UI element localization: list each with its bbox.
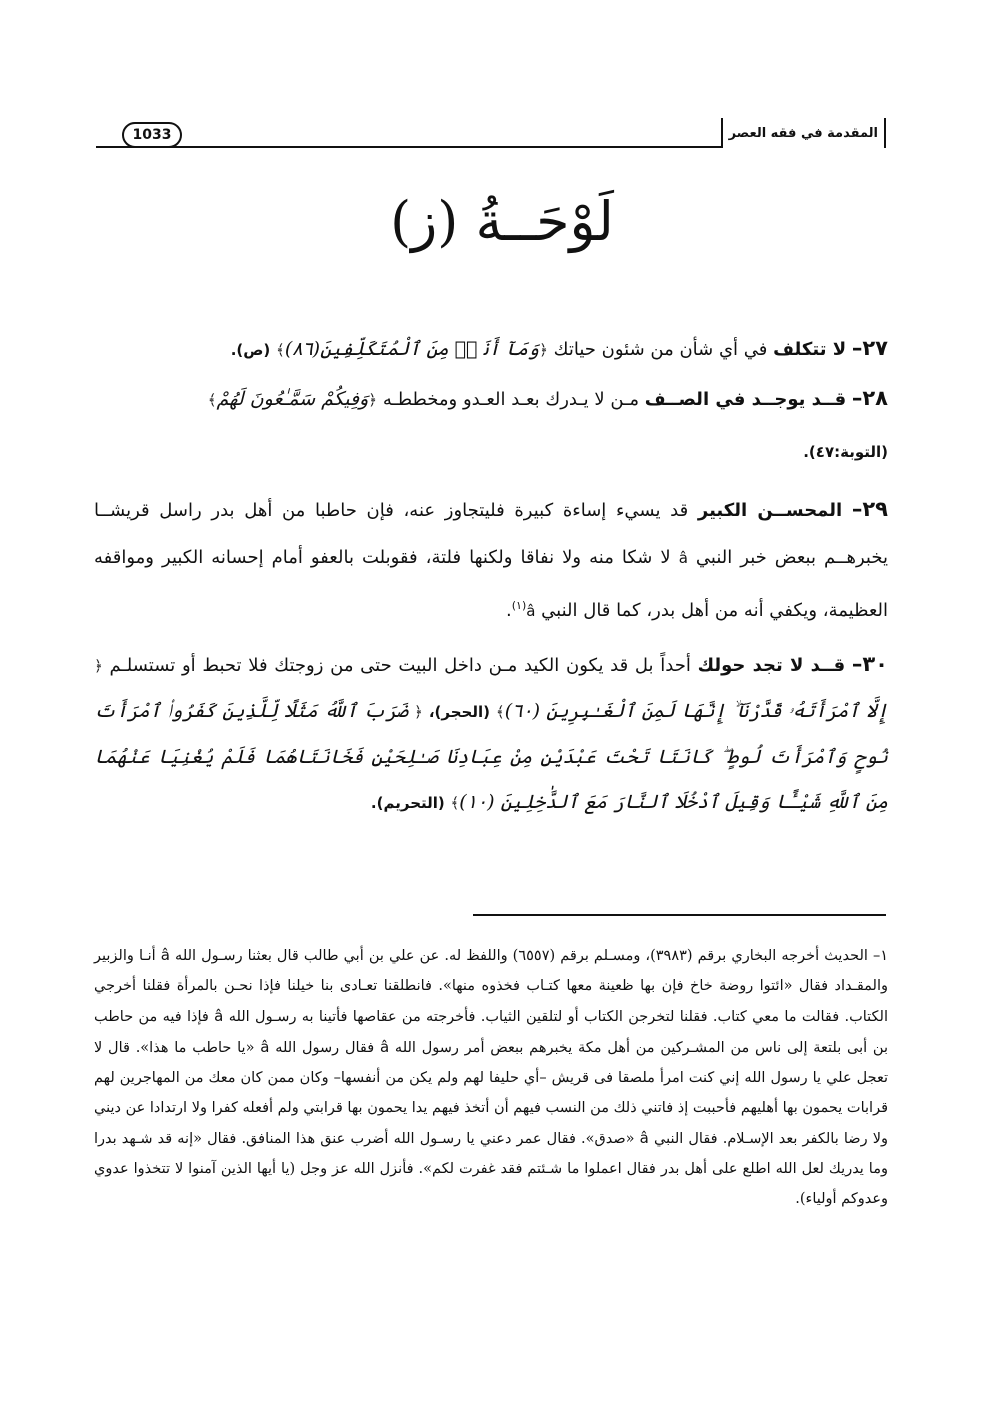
salutation-symbol: â — [260, 1037, 270, 1056]
item-number: ٢٩– — [851, 497, 888, 521]
footnote-text: أنـا والزبير والمقـداد فقال «ائتوا روضة خاخ فإن بها ظعينة معها كتـاب فخذوه منها». فانطلقنا تعـادى بنا خيلنا فإذا نحـن بالمرأة فقلنا أخرجي الكتاب. فقالت ما معي كتاب. فقلنا لتخرجن الكتاب أو لتلقين الثياب. فأخرجته من عقاصها فأتينا به رسـول الله — [94, 947, 888, 1025]
item-lead: قــد يوجــد في الصــف — [644, 389, 847, 410]
item-number: ٣٠– — [851, 652, 888, 676]
item-30 — [94, 642, 888, 826]
verse-number: (٦٠) — [504, 700, 547, 722]
quran-ornament-open: ﴿ — [414, 703, 423, 721]
footnote-text: فإذا فيه من حاطب بن أبى بلتعة إلى ناس من المشـركين من أهل مكة يخبرهم ببعض أمر رسول الله — [94, 1008, 889, 1056]
item-number: ٢٨– — [851, 386, 888, 410]
item-text: مـن لا يـدرك بعـد العـدو ومخططـه — [377, 389, 645, 410]
item-29 — [94, 486, 888, 635]
quran-ornament-open: ﴿ — [368, 391, 378, 409]
footnote-separator — [473, 914, 886, 916]
salutation-symbol: â — [214, 1006, 224, 1025]
salutation-symbol: â — [160, 945, 170, 964]
item-text: أحداً بل قد يكون الكيد مـن داخل البيت حتى من زوجتك فلا تحبط أو تستسلـم — [102, 655, 698, 676]
quran-verse: وَفِيكُمْ سَمَّـٰعُونَ لَهُمْ — [216, 388, 369, 410]
footnote-text: ١– الحديث أخرجه البخاري برقم (٣٩٨٣)، ومسـلم برقم (٦٥٥٧) واللفظ له. عن علي بن أبي طالب قال بعثنا رسـول الله — [169, 947, 889, 964]
running-header — [96, 116, 886, 150]
footnote-text: «صدق». فقال عمر دعني يا رسـول الله أضرب عنق هذا المنافق. فقال «إنه قد شـهد بدرا وما يدريك لعل الله اطلع على أهل بدر فقال اعملوا ما شـئتم فقد غفرت لكم». فأنزل الله عز وجل (يا أيها الذين آمنوا لا تتخذوا عدوي وعدوكم أولياء). — [94, 1130, 888, 1207]
salutation-symbol: â — [379, 1037, 390, 1056]
surah-reference: (التوبة:٤٧). — [803, 443, 888, 461]
verse-number: (١٠) — [459, 791, 501, 813]
item-text: في أي شأن من شئون حياتك — [547, 339, 774, 360]
item-27 — [94, 330, 888, 368]
item-text: لا شكا منه ولا نفاقا ولكنها فلتة، فقوبلت بالعفو أمام إحسانه الكبير ومواقفه العظيمة، ويكفي أنه من أهل بدر، كما قال النبي — [94, 547, 888, 621]
surah-reference: (ص). — [230, 341, 271, 359]
quran-ornament-close: ﴾ — [276, 341, 285, 359]
item-number: ٢٧– — [851, 336, 888, 360]
verse-number: (٨٦) — [284, 338, 321, 360]
quran-verse: إِلَّا ٱمْرَأَتَهُۥ قَدَّرْنَآ ۙ إِنَّهَا لَمِنَ ٱلْغَـٰبِرِينَ — [546, 700, 888, 722]
item-28 — [94, 380, 888, 418]
quran-verse: ضَرَبَ ٱللَّهُ مَثَلًا لِّلَّذِينَ كَفَرُوا۟ ٱمْرَأَتَ نُوحٍ وَٱمْرَأَتَ لُوطٍ ۖ كَانَتَا تَحْتَ عَبْدَيْنِ مِنْ عِبَادِنَا صَـٰلِحَيْنِ فَخَانَتَاهُمَا فَلَمْ يُغْنِيَا عَنْهُمَا مِنَ ٱللَّهِ شَيْـًٔا وَقِيلَ ٱدْخُلَا ٱلنَّارَ مَعَ ٱلدَّٰخِلِينَ — [94, 700, 888, 813]
salutation-symbol: â — [678, 549, 688, 567]
footnote-text: فقال رسول الله — [269, 1039, 380, 1056]
surah-reference: (الحجر)، — [428, 703, 490, 721]
quran-ornament-close: ﴾ — [450, 794, 460, 812]
quran-ornament-open: ﴿ — [539, 341, 548, 359]
item-text: قد يسيء إساءة كبيرة فليتجاوز عنه، فإن حاطبا من أهل بدر راسل قريشــا يخبرهــم ببعض خبر النبي — [94, 500, 888, 568]
surah-reference: (التحريم). — [370, 794, 445, 812]
item-28-reference-line — [94, 440, 888, 464]
footnote-marker: (١) — [511, 599, 527, 612]
item-end: . — [506, 600, 512, 621]
quran-ornament-open: ﴿ — [94, 657, 103, 675]
footnote-text: «يا حاطب ما هذا». قال لا تعجل علي يا رسول الله إني كنت امرأ ملصقا فى قريش –أي حليفا لهم ولم يكن من أنفسها– وكان ممن كان معك من المهاجرين لهم قرابات يحمون بها أهليهم فأحببت إذ فاتني ذلك من النسب فيهم أن أتخذ فيهم يدا يحمون بها قرابتي ولم أفعله كفرا ولا ارتدادا عن ديني ولا رضا بالكفر بعد الإسـلام. فقال النبي — [94, 1039, 888, 1147]
item-lead: لا تتكلف — [773, 339, 847, 360]
salutation-symbol: â — [639, 1128, 649, 1147]
book-title: المقدمة في فقه العصر — [721, 118, 886, 148]
item-lead: المحســن الكبير — [697, 500, 843, 521]
quran-ornament-close: ﴾ — [207, 391, 217, 409]
salutation-symbol: â — [526, 602, 536, 620]
footnote — [94, 940, 888, 1214]
page-number: 1033 — [122, 122, 182, 148]
quran-verse: وَمَآ أَنَا۠ مِنَ ٱلْمُتَكَلِّفِينَ — [320, 338, 540, 360]
item-lead: قــد لا تجد حولك — [697, 655, 846, 676]
quran-ornament-close: ﴾ — [495, 703, 505, 721]
plate-title: لَوْحَــةُ (ز) — [390, 190, 614, 253]
